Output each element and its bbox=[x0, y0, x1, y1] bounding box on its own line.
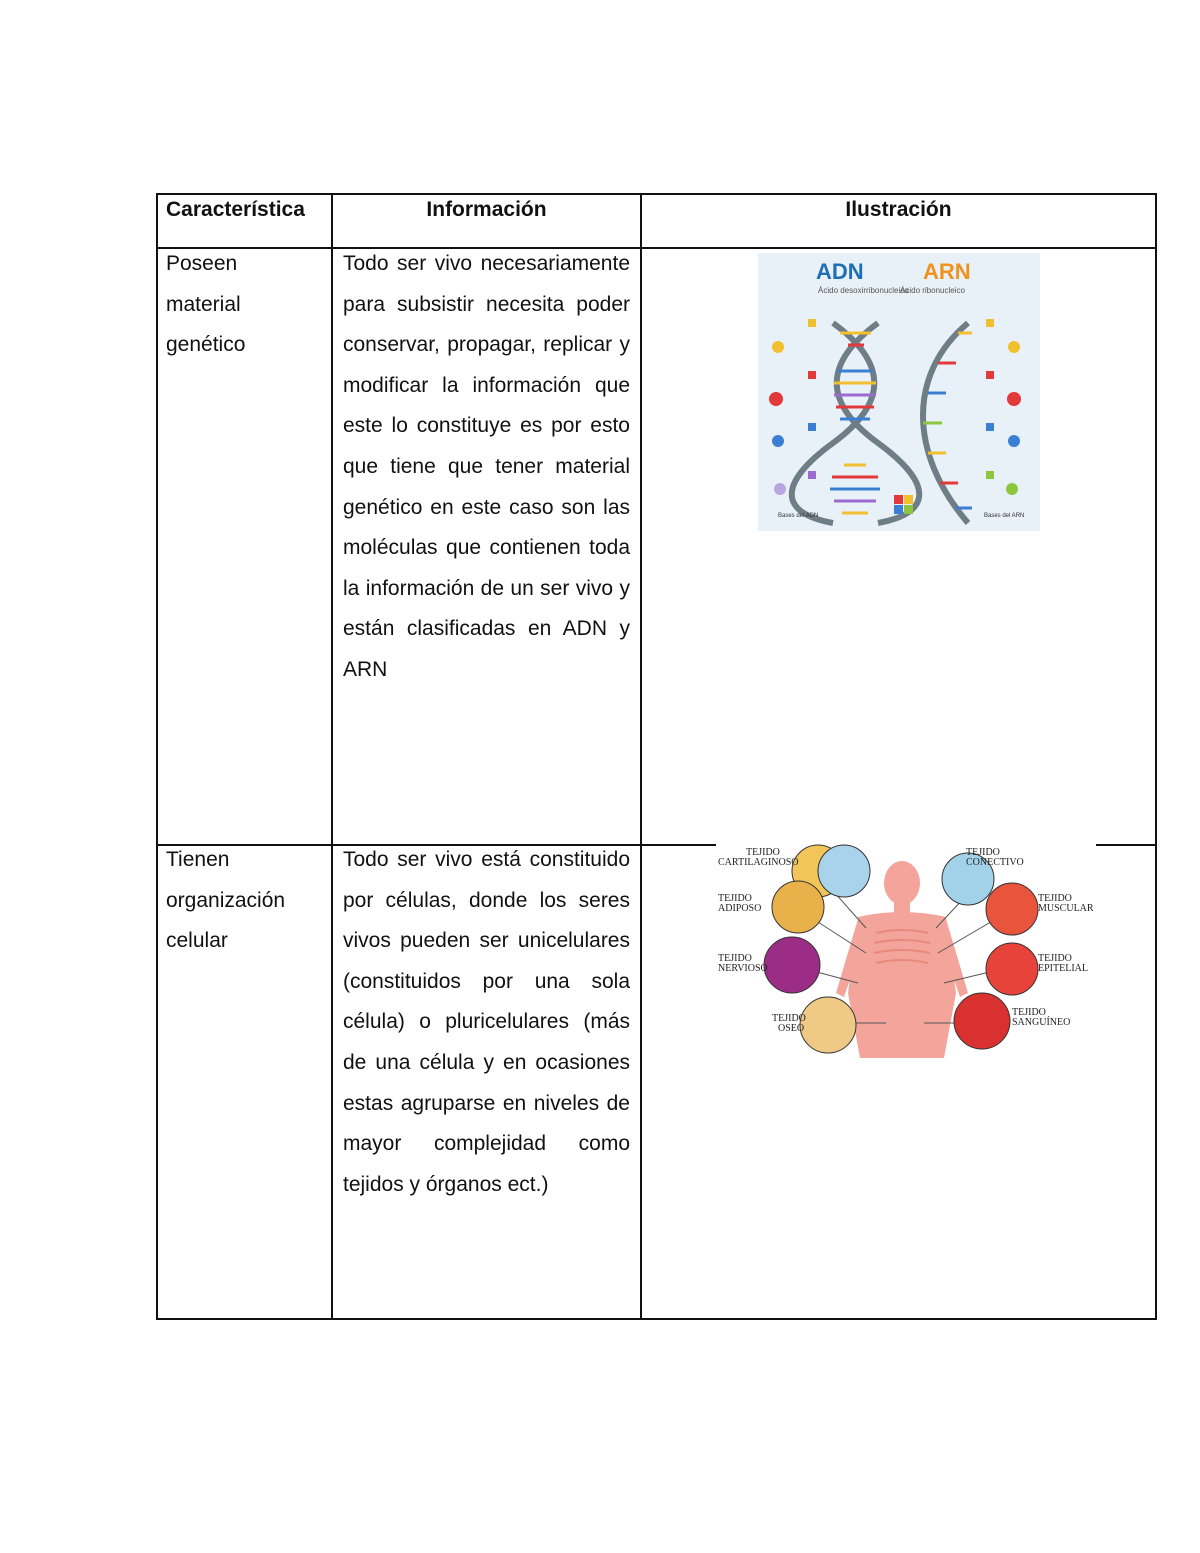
row2-informacion: Todo ser vivo está constituido por células, donde los seres vivos pueden ser unicelulares (constituidos por una sola célula) o pluricelulares (más de una célula y en ocasiones estas agruparse en niveles de mayor complejidad como tejidos y órganos ect.) bbox=[343, 848, 630, 1196]
label-epitelial-1: TEJIDO bbox=[1038, 953, 1072, 964]
label-nervioso-2: NERVIOSO bbox=[718, 963, 768, 974]
table-top-border bbox=[156, 193, 1157, 195]
table-right-border bbox=[1155, 193, 1157, 1320]
label-muscular-1: TEJIDO bbox=[1038, 893, 1072, 904]
adn-subtitle: Ácido desoxirribonucleico bbox=[818, 286, 909, 295]
label-muscular-2: MUSCULAR bbox=[1038, 903, 1094, 914]
adn-arn-illustration bbox=[758, 253, 1040, 531]
tissues-illustration bbox=[716, 843, 1096, 1061]
column-divider-2 bbox=[640, 193, 642, 1320]
table-left-border bbox=[156, 193, 158, 1320]
label-adiposo-1: TEJIDO bbox=[718, 893, 752, 904]
header-ilustracion: Ilustración bbox=[845, 198, 952, 221]
row1-caracteristica: Poseen material genético bbox=[166, 252, 246, 357]
label-sanguineo-1: TEJIDO bbox=[1012, 1007, 1046, 1018]
label-conectivo-1: TEJIDO bbox=[966, 847, 1000, 858]
adn-title: ADN bbox=[816, 259, 864, 284]
header-caracteristica: Característica bbox=[166, 198, 305, 221]
label-nervioso-1: TEJIDO bbox=[718, 953, 752, 964]
arn-title: ARN bbox=[923, 259, 971, 284]
label-cartilaginoso-2: CARTILAGINOSO bbox=[718, 857, 799, 868]
label-oseo-2: OSEO bbox=[778, 1023, 805, 1034]
label-oseo-1: TEJIDO bbox=[772, 1013, 806, 1024]
label-conectivo-2: CONECTIVO bbox=[966, 857, 1024, 868]
row2-caracteristica: Tienen organización celular bbox=[166, 848, 286, 953]
arn-footer: Bases del ARN bbox=[984, 513, 1025, 519]
header-bottom-border bbox=[156, 247, 1157, 249]
label-sanguineo-2: SANGUÍNEO bbox=[1012, 1017, 1071, 1028]
characteristics-table bbox=[156, 193, 1157, 1320]
arn-subtitle: Ácido ribonucleico bbox=[900, 286, 965, 295]
row1-informacion: Todo ser vivo necesariamente para subsistir necesita poder conservar, propagar, replicar y modificar la información que este lo constituye es por esto que tiene que tener material genético en este caso son las moléculas que contienen toda la información de un ser vivo y están clasificadas en ADN y ARN bbox=[343, 252, 630, 681]
label-adiposo-2: ADIPOSO bbox=[718, 903, 762, 914]
table-bottom-border bbox=[156, 1318, 1157, 1320]
label-epitelial-2: EPITELIAL bbox=[1038, 963, 1088, 974]
label-cartilaginoso-1: TEJIDO bbox=[746, 847, 780, 858]
header-informacion: Información bbox=[426, 198, 547, 221]
column-divider-1 bbox=[331, 193, 333, 1320]
adn-footer: Bases del ADN bbox=[778, 513, 819, 519]
